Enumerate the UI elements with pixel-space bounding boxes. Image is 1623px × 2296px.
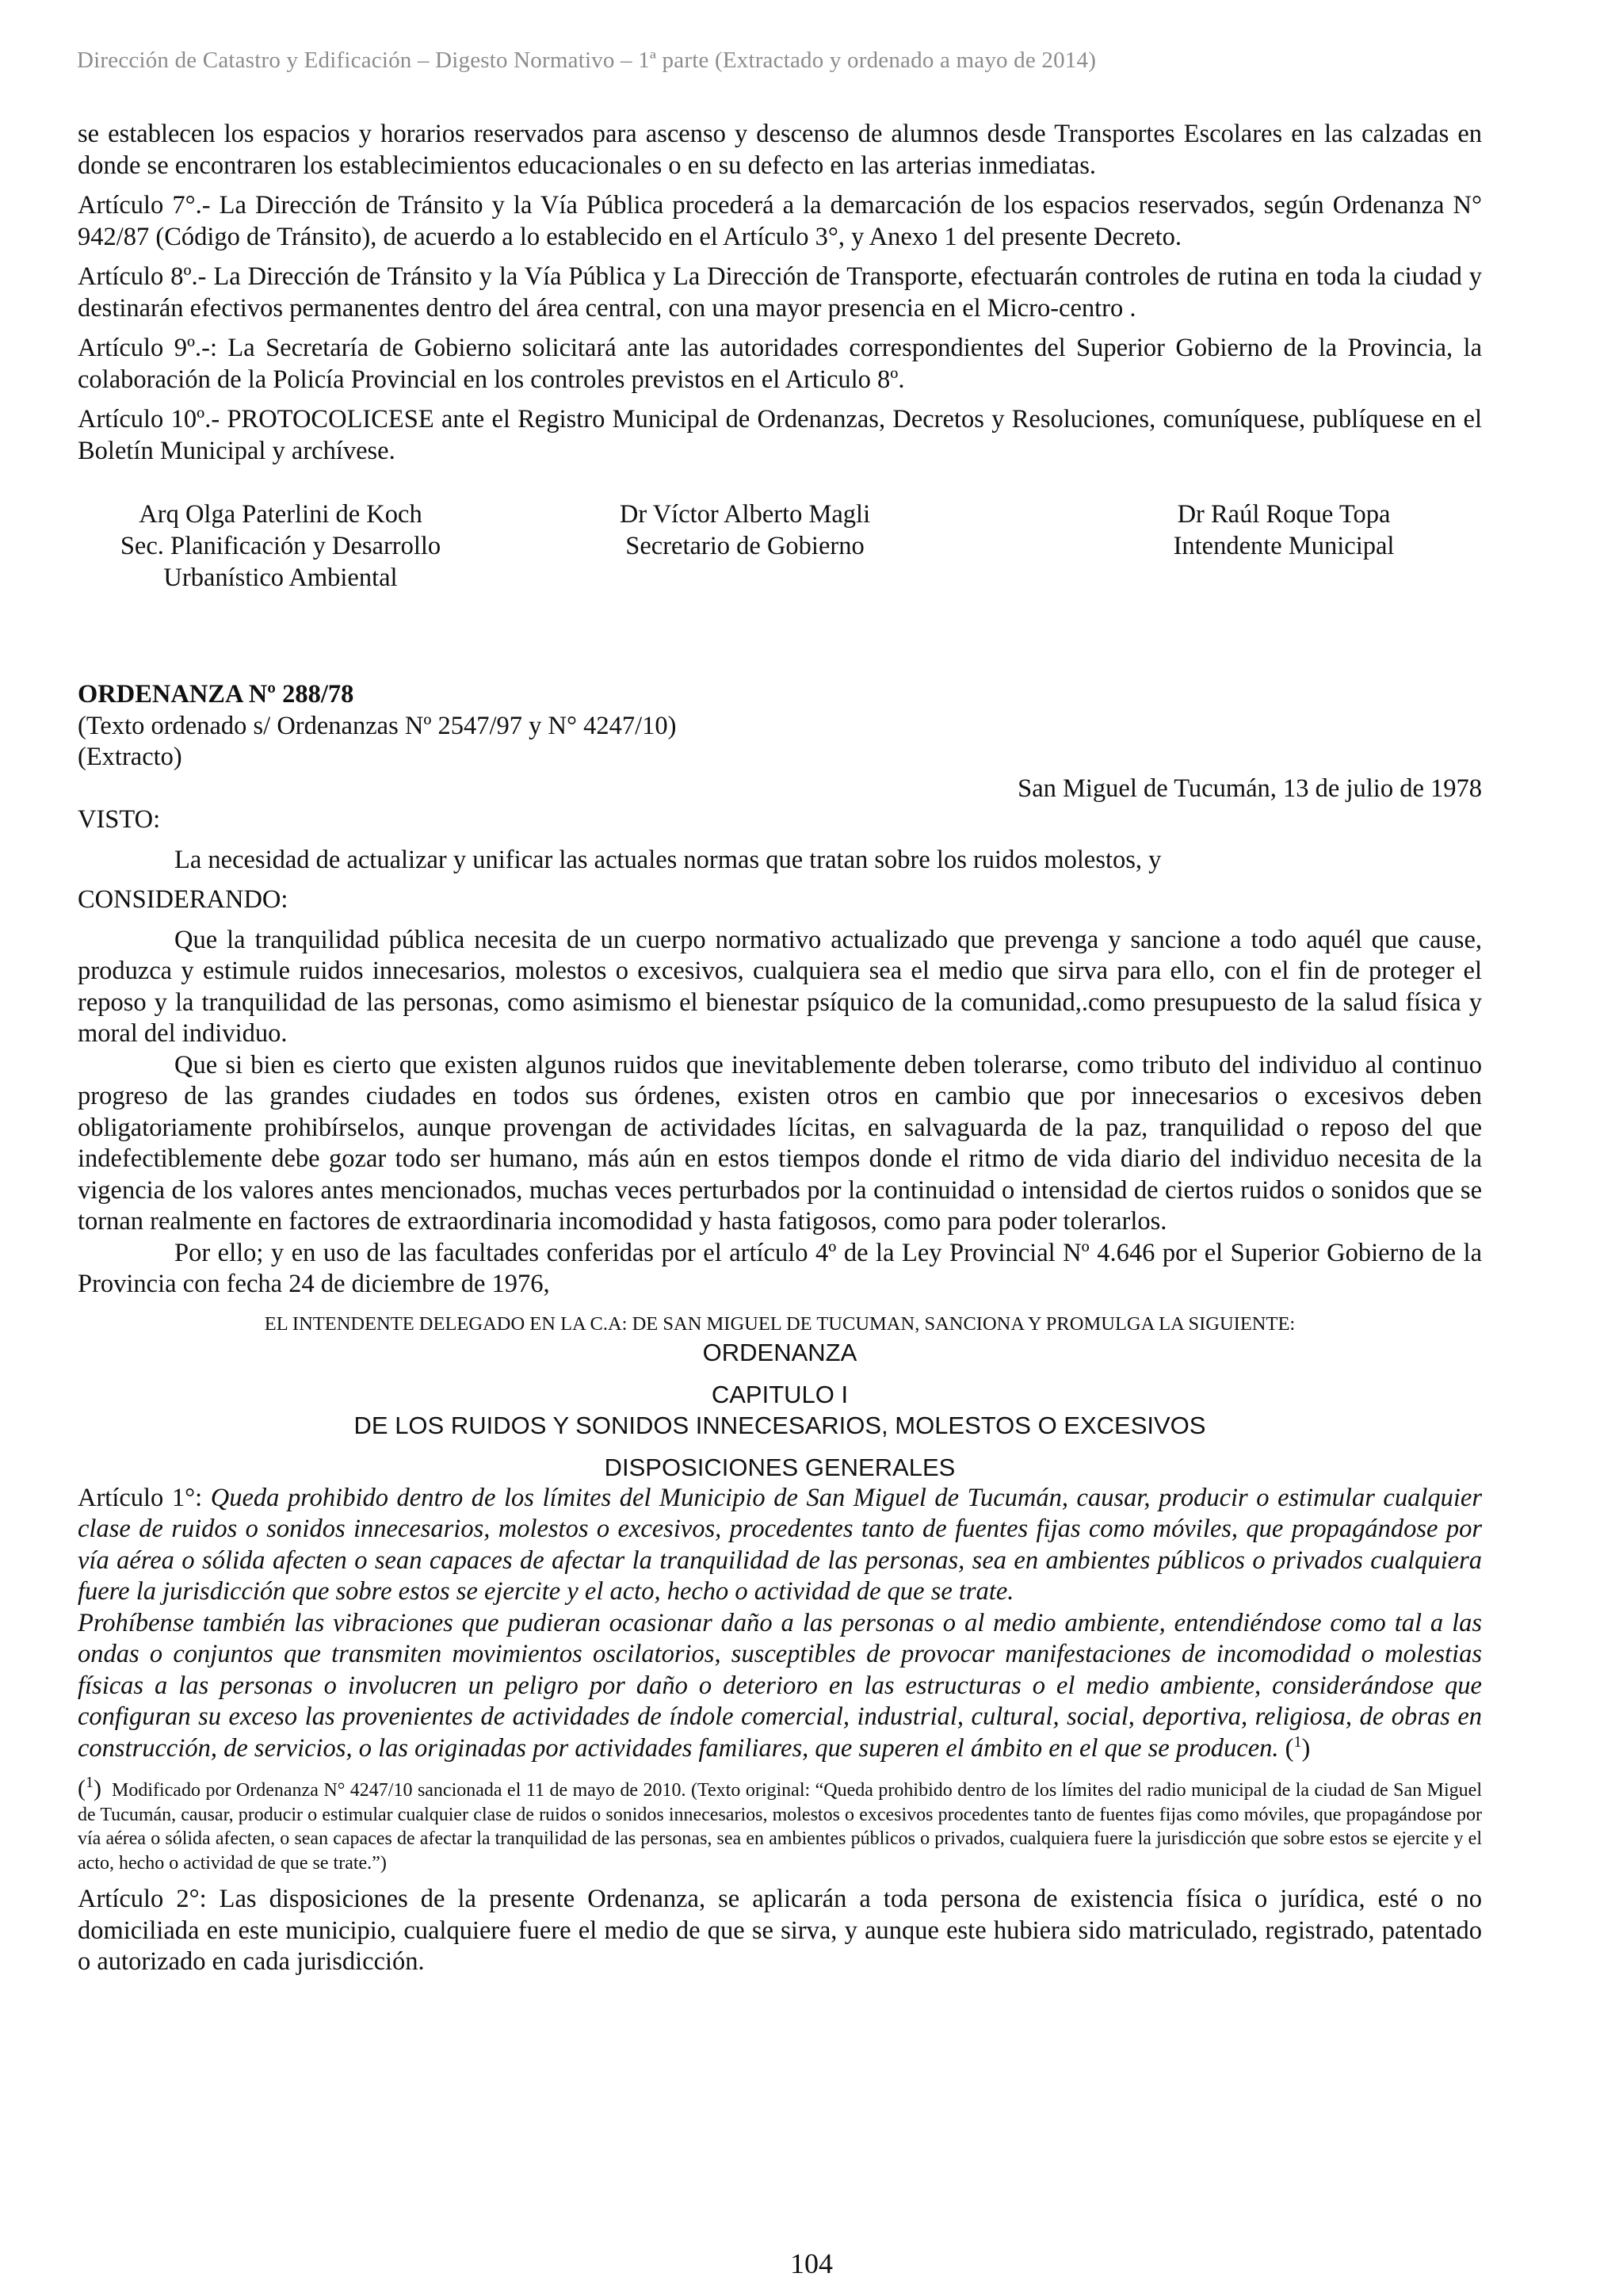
enactment-formula: EL INTENDENTE DELEGADO EN LA C.A: DE SAN MIGUEL DE TUCUMAN, SANCIONA Y PROMULGA LA SIGUIENTE: (264, 1312, 1296, 1335)
article-9: Artículo 9º.-: La Secretaría de Gobierno solicitará ante las autoridades correspondientes del Superior Gobierno de la Provincia, la colaboración de la Policía Provincial en los controles previstos en el Articulo 8º. (78, 334, 1482, 394)
footnote-reference: 1 (1293, 1733, 1302, 1751)
page-number: 104 (790, 2248, 833, 2279)
considerando-label: CONSIDERANDO: (78, 885, 288, 914)
signatory-role: Intendente Municipal (1173, 532, 1395, 560)
footnote-marker: 1 (86, 1774, 94, 1791)
ordenanza-heading: ORDENANZA (702, 1338, 857, 1366)
article-8: Artículo 8º.- La Dirección de Tránsito y la Vía Pública y La Dirección de Transporte, efectuarán controles de rutina en toda la ciudad y destinarán efectivos permanentes dentro del área central, con una mayor presencia en el Micro-centro . (78, 262, 1482, 323)
article-10: Artículo 10º.- PROTOCOLICESE ante el Registro Municipal de Ordenanzas, Decretos y Resoluciones, comuníquese, publíquese en el Boletín Municipal y archívese. (78, 405, 1482, 465)
signature-block (78, 499, 1482, 594)
visto-label: VISTO: (78, 805, 161, 834)
considerando-paragraph-2: Que si bien es cierto que existen algunos ruidos que inevitablemente deben tolerarse, como tributo del individuo al continuo progreso de las grandes ciudades en todos sus órdenes, existen otros en cambio que por innecesarios o excesivos deben obligatoriamente prohibírselos, aunque provengan de actividades lícitas, en salvaguarda de la paz, tranquilidad o reposo del que indefectiblemente debe gozar todo ser humano, más aún en estos tiempos donde el ritmo de vida diario del individuo necesita de la vigencia de los valores antes mencionados, muchas veces perturbados por la continuidad o intensidad de ciertos ruidos o sonidos que se tornan realmente en factores de extraordinaria incomodidad y hasta fatigosos, como para poder tolerarlos. (78, 1050, 1482, 1236)
article-2: Artículo 2°: Las disposiciones de la presente Ordenanza, se aplicarán a toda persona de existencia física o jurídica, esté o no domiciliada en este municipio, cualquiere fuere el medio de que se sirva, y aunque este hubiera sido matriculado, registrado, patentado o autorizado en cada jurisdicción. (78, 1885, 1482, 1976)
ordinance-extract-label: (Extracto) (78, 743, 182, 771)
ordinance-date: San Miguel de Tucumán, 13 de julio de 1978 (1018, 774, 1482, 803)
signature-2 (563, 499, 927, 562)
ordinance-subtitle: (Texto ordenado s/ Ordenanzas Nº 2547/97 y N° 4247/10) (78, 711, 677, 740)
chapter-heading: CAPITULO I (711, 1380, 849, 1408)
article-1-text: Queda prohibido dentro de los límites del Municipio de San Miguel de Tucumán, causar, producir o estimular cualquier clase de ruidos o sonidos innecesarios, molestos o excesivos, procedentes tanto de fuentes fijas como móviles, que propagándose por vía aérea o sólida afecten o sean capaces de afectar la tranquilidad de las personas, sea en ambientes públicos o privados cualquiera fuere la jurisdicción que sobre estos se ejercite y el acto, hecho o actividad de que se trate. (78, 1483, 1482, 1606)
signatory-role: Sec. Planificación y Desarrollo (120, 532, 441, 560)
considerando-paragraph-3: Por ello; y en uso de las facultades conferidas por el artículo 4º de la Ley Provincial Nº 4.646 por el Superior Gobierno de la Provincia con fecha 24 de diciembre de 1976, (78, 1238, 1482, 1298)
page-content (78, 119, 1482, 1978)
section-title: DISPOSICIONES GENERALES (604, 1453, 956, 1481)
signature-1 (98, 499, 463, 594)
article-1 (78, 1483, 1482, 1608)
signatory-role: Urbanístico Ambiental (163, 563, 398, 592)
signatory-name: Arq Olga Paterlini de Koch (139, 500, 422, 529)
running-header: Dirección de Catastro y Edificación – Digesto Normativo – 1ª parte (Extractado y ordenado a mayo de 2014) (77, 48, 1097, 73)
article-1-text-2: Prohíbense también las vibraciones que pudieran ocasionar daño a las personas o al medio ambiente, entendiéndose como tal a las ondas o conjuntos que transmiten movimientos oscilatorios, susceptibles de provocar manifestaciones de incomodidad o molestias físicas a las personas o involucren un peligro por daño o deterioro en las estructuras o el medio ambiente, considerándose que configuran su exceso las provenientes de actividades de índole comercial, industrial, cultural, social, deportiva, religiosa, de obras en construcción, de servicios, o las originadas por actividades familiares, que superen el ámbito en el que se producen. (78, 1608, 1482, 1763)
signatory-name: Dr Raúl Roque Topa (1177, 500, 1391, 529)
footnote-text: Modificado por Ordenanza N° 4247/10 sancionada el 11 de mayo de 2010. (Texto original: “Queda prohibido dentro de los límites del radio municipal de la ciudad de San Miguel de Tucumán, causar, producir o estimular cualquier clase de ruidos o sonidos innecesarios, molestos o excesivos procedentes tanto de fuentes fijas como móviles, que propagándose por vía aérea o sólida afecten, o sean capaces de afectar la tranquilidad de las personas, sea en ambientes públicos o privados, cualquiera fuere la jurisdicción que sobre estos se ejercite y el acto, hecho o actividad de que se trate.”) (78, 1780, 1482, 1874)
signatory-name: Dr Víctor Alberto Magli (619, 500, 871, 529)
article-1-label: Artículo 1°: (78, 1483, 211, 1512)
ordinance-title: ORDENANZA Nº 288/78 (78, 680, 354, 709)
ordinance-block (78, 679, 1482, 1978)
footnote: ($^1$) Modificado por Ordenanza N° 4247/10 sancionada el 11 de mayo de 2010. (Texto original: “Queda prohibido dentro de los límites del radio municipal de la ciudad de San Miguel de Tucumán, causar, producir o estimular cualquier clase de ruidos o sonidos innecesarios, molestos o excesivos procedentes tanto de fuentes fijas como móviles, que propagándose por vía aérea o sólida afecten, o sean capaces de afectar la tranquilidad de las personas, sea en ambientes públicos o privados, cualquiera fuere la jurisdicción que sobre estos se ejercite y el acto, hecho o actividad de que se trate.”) (78, 1774, 1482, 1874)
article-7: Artículo 7°.- La Dirección de Tránsito y la Vía Pública procederá a la demarcación de los espacios reservados, según Ordenanza N° 942/87 (Código de Tránsito), de acuerdo a lo establecido en el Artículo 3°, y Anexo 1 del presente Decreto. (78, 191, 1482, 251)
chapter-title: DE LOS RUIDOS Y SONIDOS INNECESARIOS, MOLESTOS O EXCESIVOS (353, 1411, 1206, 1439)
considerando-paragraph-1: Que la tranquilidad pública necesita de un cuerpo normativo actualizado que prevenga y sancione a todo aquél que cause, produzca y estimule ruidos innecesarios, molestos o excesivos, cualquiera sea el medio que sirva para ello, con el fin de proteger el reposo y la tranquilidad de las personas, como asimismo el bienestar psíquico de la comunidad,.como presupuesto de la salud física y moral del individuo. (78, 925, 1482, 1048)
visto-text: La necesidad de actualizar y unificar las actuales normas que tratan sobre los ruidos molestos, y (174, 845, 1162, 874)
paragraph-continuation: se establecen los espacios y horarios reservados para ascenso y descenso de alumnos desde Transportes Escolares en las calzadas en donde se encontraren los establecimientos educacionales o en su defecto en las arterias inmediatas. (78, 120, 1482, 180)
signature-3 (1102, 499, 1466, 562)
signatory-role: Secretario de Gobierno (625, 532, 865, 560)
article-1-vibrations: Prohíbense también las vibraciones que pudieran ocasionar daño a las personas o al medio ambiente, entendiéndose como tal a las ondas o conjuntos que transmiten movimientos oscilatorios, susceptibles de provocar manifestaciones de incomodidad o molestias físicas a las personas o involucren un peligro por daño o deterioro en las estructuras o el medio ambiente, considerándose que configuran su exceso las provenientes de actividades de índole comercial, industrial, cultural, social, deportiva, religiosa, de obras en construcción, de servicios, o las originadas por actividades familiares, que superen el ámbito en el que se producen. ($^1$) (78, 1608, 1482, 1763)
